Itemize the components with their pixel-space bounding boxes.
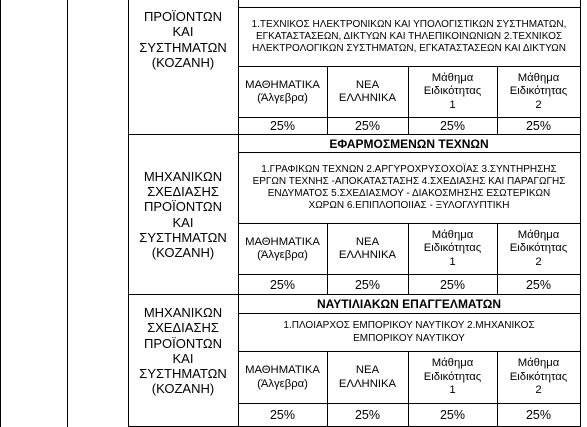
- subject-line: ΕΛΛΗΝΙΚΑ: [338, 249, 397, 261]
- school-name-line: ΚΑΙ: [172, 350, 194, 366]
- specialties-line: ΕΜΠΟΡΙΚΟΥ ΝΑΥΤΙΚΟΥ: [353, 332, 465, 344]
- subject-line: Ειδικότητας: [423, 85, 482, 98]
- subject-cell: [327, 224, 408, 274]
- weight-cell: 25%: [354, 119, 381, 133]
- subject-line: 1: [449, 384, 456, 397]
- specialties-line: ΧΩΡΩΝ 6.ΕΠΙΠΛΟΠΟΙΙΑΣ - ΞΥΛΟΓΛΥΠΤΙΚΗ: [308, 200, 510, 212]
- subject-line: ΜΑΘΗΜΑΤΙΚΑ: [245, 235, 320, 248]
- subject-line: (Άλγεβρα): [257, 92, 308, 104]
- subject-cell: [238, 67, 327, 117]
- school-name-line: ΠΡΟΪΟΝΤΩΝ: [143, 335, 223, 351]
- specialties-line: 1.ΓΡΑΦΙΚΩΝ ΤΕΧΝΩΝ 2.ΑΡΓΥΡΟΧΡΥΣΟΧΟΪΑΣ 3.ΣΥΝΤΗΡΗΣΗΣ: [261, 163, 557, 175]
- subject-line: Ειδικότητας: [509, 370, 568, 383]
- school-name-line: ΣΥΣΤΗΜΑΤΩΝ: [139, 39, 227, 55]
- school-name-line: ΚΑΙ: [172, 214, 194, 230]
- school-name-line: (ΚΟΖΑΝΗ): [151, 381, 215, 397]
- weight-cell: 25%: [525, 119, 552, 133]
- specialties-line: ΕΓΚΑΤΑΣΤΑΣΕΩΝ, ΔΙΚΤΥΩΝ ΚΑΙ ΤΗΛΕΠΙΚΟΙΝΩΝΙΩΝ 2.ΤΕΧΝΙΚΟΣ: [255, 30, 563, 42]
- school-name-line: ΠΡΟΪΟΝΤΩΝ: [143, 9, 223, 24]
- school-name-line: ΣΧΕΔΙΑΣΗΣ: [147, 183, 219, 199]
- subject-line: Ειδικότητας: [423, 370, 482, 383]
- subject-line: Μάθημα: [431, 228, 474, 241]
- subject-cell: [497, 67, 580, 117]
- subject-line: Μάθημα: [431, 71, 474, 84]
- subject-line: ΜΑΘΗΜΑΤΙΚΑ: [245, 78, 320, 91]
- subject-cell: [497, 352, 580, 403]
- school-name-line: ΣΧΕΔΙΑΣΗΣ: [147, 320, 219, 336]
- weight-cell: 25%: [525, 408, 552, 422]
- subject-line: 1: [449, 255, 456, 268]
- weight-cell: 25%: [269, 408, 296, 422]
- school-name-line: ΜΗΧΑΝΙΚΩΝ: [143, 305, 223, 320]
- weight-cell: 25%: [439, 408, 466, 422]
- specialties-cell: [238, 8, 580, 66]
- subject-line: 1: [449, 98, 456, 111]
- table-border-right: [580, 0, 581, 427]
- subject-cell: [327, 352, 408, 403]
- school-name-line: ΣΥΣΤΗΜΑΤΩΝ: [139, 366, 227, 382]
- specialties-cell: [238, 314, 580, 351]
- subject-line: ΝΕΑ: [355, 235, 380, 248]
- weight-cell: 25%: [269, 119, 296, 133]
- weight-cell: 25%: [525, 277, 552, 292]
- subject-line: ΝΕΑ: [355, 78, 380, 91]
- subject-line: Ειδικότητας: [423, 242, 482, 255]
- school-name-line: ΜΗΧΑΝΙΚΩΝ: [143, 168, 223, 184]
- sector-title: ΝΑΥΤΙΛΙΑΚΩΝ ΕΠΑΓΓΕΛΜΑΤΩΝ: [316, 297, 502, 311]
- specialties-line: ΕΡΓΩΝ ΤΕΧΝΗΣ -ΑΠΟΚΑΤΑΣΤΑΣΗΣ 4.ΣΧΕΔΙΑΣΗΣ ΚΑΙ ΠΑΡΑΓΩΓΗΣ: [252, 175, 566, 187]
- subject-line: Ειδικότητας: [509, 85, 568, 98]
- subject-cell: [497, 224, 580, 274]
- subject-cell: [408, 224, 497, 274]
- subject-line: (Άλγεβρα): [257, 377, 308, 390]
- specialties-cell: [238, 153, 580, 223]
- subject-line: Μάθημα: [517, 71, 560, 84]
- subject-line: Μάθημα: [431, 357, 474, 370]
- specialties-line: 1.ΠΛΟΙΑΡΧΟΣ ΕΜΠΟΡΙΚΟΥ ΝΑΥΤΙΚΟΥ 2.ΜΗΧΑΝΙΚΟΣ: [283, 320, 535, 332]
- school-name-line: ΠΡΟΪΟΝΤΩΝ: [143, 199, 223, 215]
- subject-cell: [238, 352, 327, 403]
- subject-line: 2: [535, 98, 542, 111]
- weight-cell: 25%: [439, 277, 466, 292]
- subject-line: ΕΛΛΗΝΙΚΑ: [338, 377, 397, 390]
- school-name-cell: [128, 0, 238, 134]
- school-name-line: ΣΥΣΤΗΜΑΤΩΝ: [139, 229, 227, 245]
- sector-title: ΕΦΑΡΜΟΣΜΕΝΩΝ ΤΕΧΝΩΝ: [329, 136, 489, 151]
- weight-cell: 25%: [354, 408, 381, 422]
- weight-cell: 25%: [269, 277, 296, 292]
- subject-cell: [408, 352, 497, 403]
- subject-cell: [408, 67, 497, 117]
- subject-line: Μάθημα: [517, 228, 560, 241]
- subject-line: 2: [535, 384, 542, 397]
- specialties-line: ΗΛΕΚΤΡΟΛΟΓΙΚΩΝ ΣΥΣΤΗΜΑΤΩΝ, ΕΓΚΑΤΑΣΤΑΣΕΩΝ ΚΑΙ ΔΙΚΤΥΩΝ: [252, 43, 566, 55]
- subject-line: ΕΛΛΗΝΙΚΑ: [338, 92, 397, 104]
- weight-cell: 25%: [354, 277, 381, 292]
- column-divider: [67, 0, 68, 427]
- subject-cell: [238, 224, 327, 274]
- subject-line: Ειδικότητας: [509, 242, 568, 255]
- school-name-cell: [128, 295, 238, 426]
- subject-line: 2: [535, 255, 542, 268]
- school-name-line: (ΚΟΖΑΝΗ): [151, 54, 215, 70]
- subject-cell: [327, 67, 408, 117]
- specialties-line: 1.ΤΕΧΝΙΚΟΣ ΗΛΕΚΤΡΟΝΙΚΩΝ ΚΑΙ ΥΠΟΛΟΓΙΣΤΙΚΩΝ ΣΥΣΤΗΜΑΤΩΝ,: [251, 18, 567, 30]
- subject-line: ΜΑΘΗΜΑΤΙΚΑ: [245, 364, 320, 376]
- table-border-left: [0, 0, 1, 427]
- specialties-line: ΕΝΔΥΜΑΤΟΣ 5.ΣΧΕΔΙΑΣΜΟΥ - ΔΙΑΚΟΣΜΗΣΗΣ ΕΣΩΤΕΡΙΚΩΝ: [267, 188, 551, 199]
- school-name-cell: [128, 135, 238, 294]
- subject-line: (Άλγεβρα): [257, 249, 308, 261]
- school-name-line: (ΚΟΖΑΝΗ): [151, 245, 215, 261]
- subject-line: Μάθημα: [517, 357, 560, 370]
- school-name-line: ΚΑΙ: [172, 24, 194, 40]
- weight-cell: 25%: [439, 119, 466, 133]
- subject-line: ΝΕΑ: [355, 364, 380, 376]
